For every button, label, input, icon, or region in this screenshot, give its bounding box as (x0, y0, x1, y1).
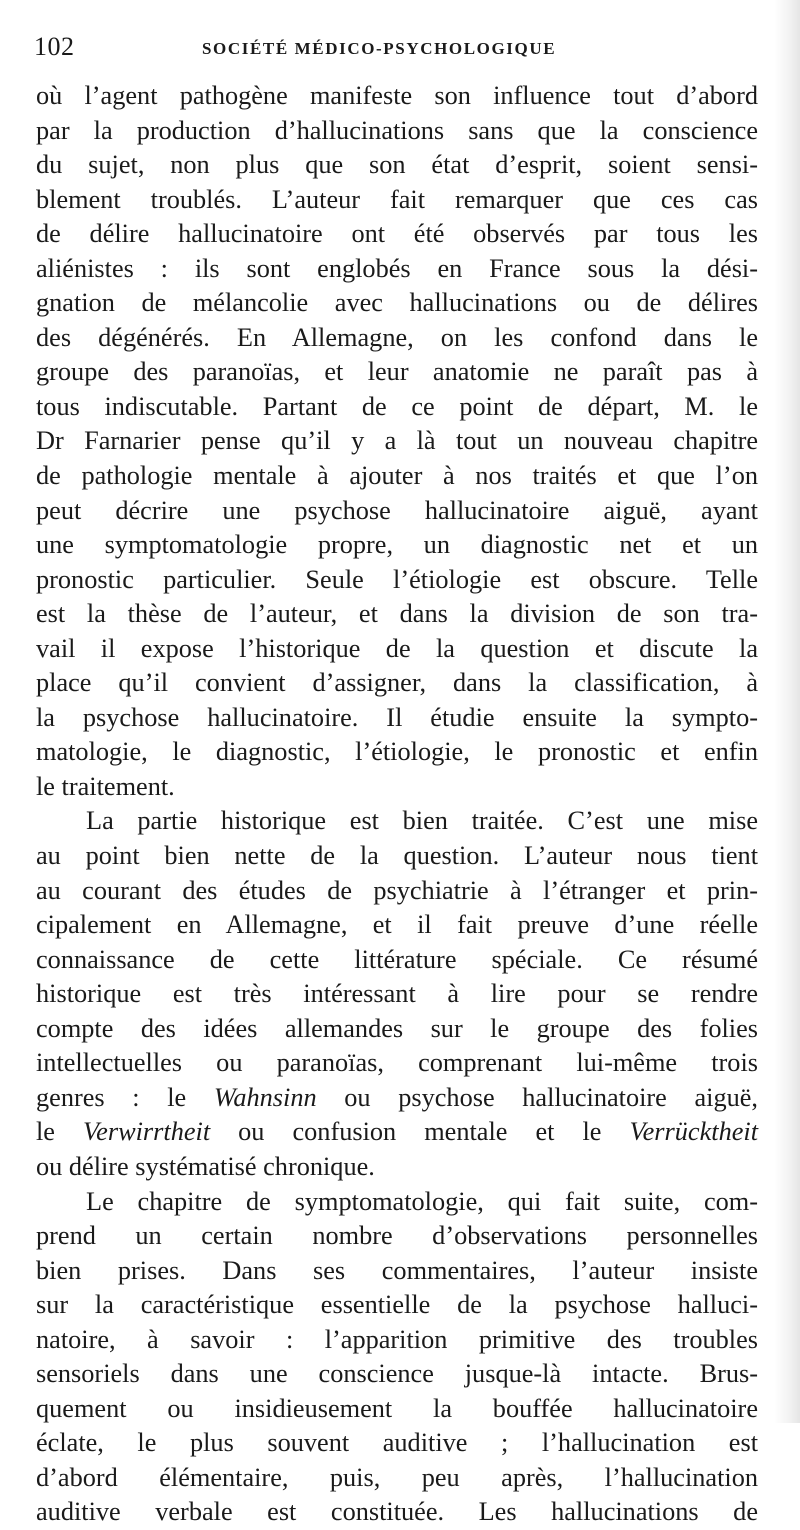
text-line: connaissance de cette littérature spéciale. Ce résumé (36, 944, 758, 974)
text-segment: le (36, 1117, 84, 1147)
text-line: groupe des paranoïas, et leur anatomie ne paraît pas à (36, 357, 758, 387)
text-line: où l’agent pathogène manifeste son influence tout d’abord (36, 81, 758, 110)
text-line: auditive verbale est constituée. Les hallucinations de (36, 1497, 758, 1527)
body-text (36, 79, 758, 1530)
text-line: blement troublés. L’auteur fait remarquer que ces cas (36, 184, 758, 214)
text-line: le traitement. (36, 771, 175, 801)
text-line: historique est très intéressant à lire pour se rendre (36, 979, 758, 1009)
text-line: vail il expose l’historique de la question et discute la (36, 633, 758, 663)
text-line: la psychose hallucinatoire. Il étudie ensuite la sympto- (36, 702, 758, 732)
text-line: de pathologie mentale à ajouter à nos traités et que l’on (36, 461, 758, 491)
text-line: une symptomatologie propre, un diagnostic net et un (36, 530, 758, 560)
text-line: par la production d’hallucinations sans que la conscience (36, 115, 758, 145)
text-line (36, 1115, 758, 1150)
text-line: sur la caractéristique essentielle de la psychose halluci- (36, 1290, 758, 1320)
text-line: gnation de mélancolie avec hallucinations ou de délires (36, 288, 758, 318)
text-line: éclate, le plus souvent auditive ; l’hallucination est (36, 1428, 758, 1458)
text-line: compte des idées allemandes sur le groupe des folies (36, 1013, 758, 1043)
page-header (34, 32, 764, 72)
text-line: natoire, à savoir : l’apparition primitive des troubles (36, 1324, 758, 1354)
running-title: SOCIÉTÉ MÉDICO-PSYCHOLOGIQUE (202, 39, 557, 58)
text-segment: genres : le (36, 1082, 214, 1112)
text-line: des dégénérés. En Allemagne, on les confond dans le (36, 322, 758, 352)
text-line: bien prises. Dans ses commentaires, l’auteur insiste (36, 1255, 758, 1285)
text-line: au point bien nette de la question. L’auteur nous tient (36, 841, 758, 871)
text-line: cipalement en Allemagne, et il fait preuve d’une réelle (36, 910, 758, 940)
text-line: Le chapitre de symptomatologie, qui fait suite, com- (86, 1186, 758, 1216)
text-line: place qu’il convient d’assigner, dans la classification, à (36, 668, 758, 698)
text-line: peut décrire une psychose hallucinatoire aiguë, ayant (36, 495, 758, 525)
italic-term: Wahnsinn (213, 1082, 317, 1112)
text-segment: ou psychose hallucinatoire aiguë, (316, 1082, 759, 1112)
text-line: au courant des études de psychiatrie à l’étranger et prin- (36, 875, 758, 905)
text-line: ou délire systématisé chronique. (36, 1151, 375, 1181)
text-line: tous indiscutable. Partant de ce point de départ, M. le (36, 391, 758, 421)
text-line: de délire hallucinatoire ont été observés par tous les (36, 219, 758, 249)
text-line: aliénistes : ils sont englobés en France sous la dési- (36, 253, 758, 283)
text-line (36, 1081, 758, 1116)
page-fold-shadow (774, 0, 800, 1423)
text-line: prend un certain nombre d’observations personnelles (36, 1221, 758, 1251)
text-line: matologie, le diagnostic, l’étiologie, le pronostic et enfin (36, 737, 758, 767)
italic-term: Verrücktheit (629, 1117, 759, 1147)
text-line: quement ou insidieusement la bouffée hallucinatoire (36, 1393, 758, 1423)
text-line: sensoriels dans une conscience jusque-là intacte. Brus- (36, 1359, 758, 1389)
text-line: La partie historique est bien traitée. C’est une mise (86, 806, 758, 836)
page-number: 102 (34, 32, 75, 61)
text-line: d’abord élémentaire, puis, peu après, l’hallucination (36, 1462, 758, 1492)
text-line: du sujet, non plus que son état d’esprit, soient sensi- (36, 150, 758, 180)
italic-term: Verwirrtheit (83, 1117, 211, 1147)
text-line: est la thèse de l’auteur, et dans la division de son tra- (36, 599, 758, 629)
text-line: intellectuelles ou paranoïas, comprenant lui-même trois (36, 1048, 758, 1078)
text-line: Dr Farnarier pense qu’il y a là tout un nouveau chapitre (36, 426, 758, 456)
text-line: pronostic particulier. Seule l’étiologie est obscure. Telle (36, 564, 758, 594)
text-segment: ou confusion mentale et le (210, 1117, 630, 1147)
